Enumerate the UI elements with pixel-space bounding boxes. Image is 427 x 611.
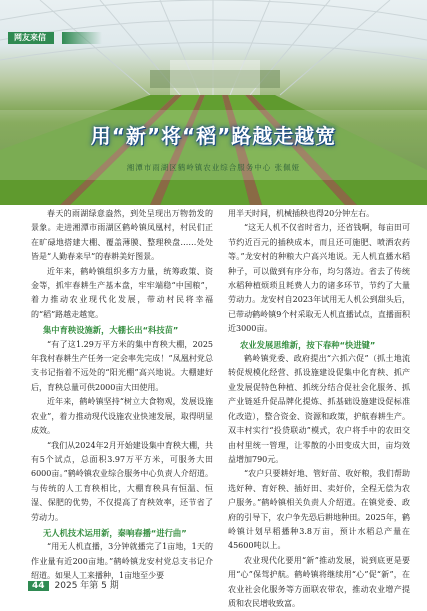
paragraph: “有了这1.29万平方米的集中育秧大棚，2025年我村春耕生产任务一定会率先完成！”凤凰村党总支书记指着不远处的“阳光棚”高兴地说。大棚建好后，育秧总量可供2000亩大田使用。 xyxy=(31,339,213,392)
section-tag-fade xyxy=(62,32,102,44)
article-byline: 湘潭市雨湖区鹤岭镇农业综合服务中心 张佩娅 xyxy=(126,163,301,172)
paragraph: “这无人机不仅省时省力，还省钱啊，每亩田可节约近百元的插秧成本，而且还可施肥、喷洒农药等。”龙安村的种粮大户高兴地说。无人机直播水稻种子，可以做到有序分布，均匀落边。省去了传统水稻种植烦琐且耗费人力的诸多环节，节约了大量劳动力。龙安村自2023年试用无人机公到甜头后，已带动鹤岭镇9个村采取无人机直播试点，直播面积近3000亩。 xyxy=(228,223,410,334)
greenhouse-illustration xyxy=(0,0,427,205)
paragraph: 近年来，鹤岭镇组织多方力量，统筹政策、资金等，抓牢春耕生产基本盘，牢牢端稳“中国粮”，着力推动农业现代化发展，带动村民将幸福的“稻”路越走越宽。 xyxy=(31,266,213,319)
page-footer xyxy=(28,578,119,591)
paragraph: “用无人机直播，3分钟就播完了1亩地，1天的作业量有近200亩地。”鹤岭镇龙安村党总支书记介绍道。如果人工来播种，1亩地至少要 xyxy=(31,542,213,581)
section-tag: 网友来信 xyxy=(8,32,54,44)
paragraph: 农业现代化要用“新”推动发展，说到底更是要用“心”保驾护航。鹤岭镇将继续用“心”促“新”，在农业社会化服务等方面联农带农，推动农业增产提质和农民增收致富。 xyxy=(228,555,410,608)
paragraph: 春天的雨湖绿意盎然，到处呈现出万物勃发的景象。走进湘潭市雨湖区鹤岭镇凤凰村，村民们正在旷碌地搭建大棚、覆盖薄膜、整理秧盘……处处皆是“人勤春来早”的春耕美好图景。 xyxy=(31,209,213,262)
paragraph: “农户只要耕好地、管好苗、收好粮，我们帮助选好种、育好秧、插好田、卖好价，全程无偿为农户服务。”鹤岭镇相关负责人介绍道。在镇党委、政府的引导下，农户争先恐后耕地种田。2025年，鹤岭镇计划早稻播种3.8万亩，预计水稻总产量在45600吨以上。 xyxy=(228,469,410,551)
greenhouse-photo xyxy=(0,0,427,205)
left-column xyxy=(31,207,213,584)
section-heading: 集中育秧设施新，大棚长出“科技苗” xyxy=(43,325,179,336)
article-title: 用“新”将“稻”路越走越宽 xyxy=(90,124,337,148)
title-container xyxy=(0,120,427,149)
paragraph: 近年来，鹤岭镇坚持“树立大食物观，发展设施农业”，着力推动现代设施农业快速发展，取得明显成效。 xyxy=(31,397,213,436)
issue-label: 2025 年第 5 期 xyxy=(54,581,119,591)
page-number: 44 xyxy=(28,581,49,591)
section-heading: 无人机技术运用新，秦响春播“进行曲” xyxy=(43,527,187,538)
right-column xyxy=(228,207,410,611)
paragraph: “我们从2024年2月开始建设集中育秧大棚，共有5个试点，总面积3.97万平方米，可服务大田6000亩。”鹤岭镇农业综合服务中心负责人介绍道。与传统的人工育秧相比，大棚育秧具有恒温、恒湿、保肥的优势，不仅提高了育秧效率，还节省了劳动力。 xyxy=(31,440,213,522)
paragraph: 鹤岭镇党委、政府提出“六抓六促”（抓土地流转促规模化经营、抓设施建设促集中化育秧、抓产业发展促特色种植、抓统分结合促社会化服务、抓产业链延升促品牌化提炼、抓基础设施建设促标准化改造），整合资金、资源和政策，护航春耕生产。双丰村实行“投贷联动”模式，农户将手中的农田交由村里统一管理，让零散的小田变成大田，亩均效益增加790元。 xyxy=(228,354,410,464)
paragraph: 用半天时间，机械插秧也得20分钟左右。 xyxy=(228,209,375,218)
section-heading: 农业发展思维新，按下春种“快进键” xyxy=(240,339,376,350)
